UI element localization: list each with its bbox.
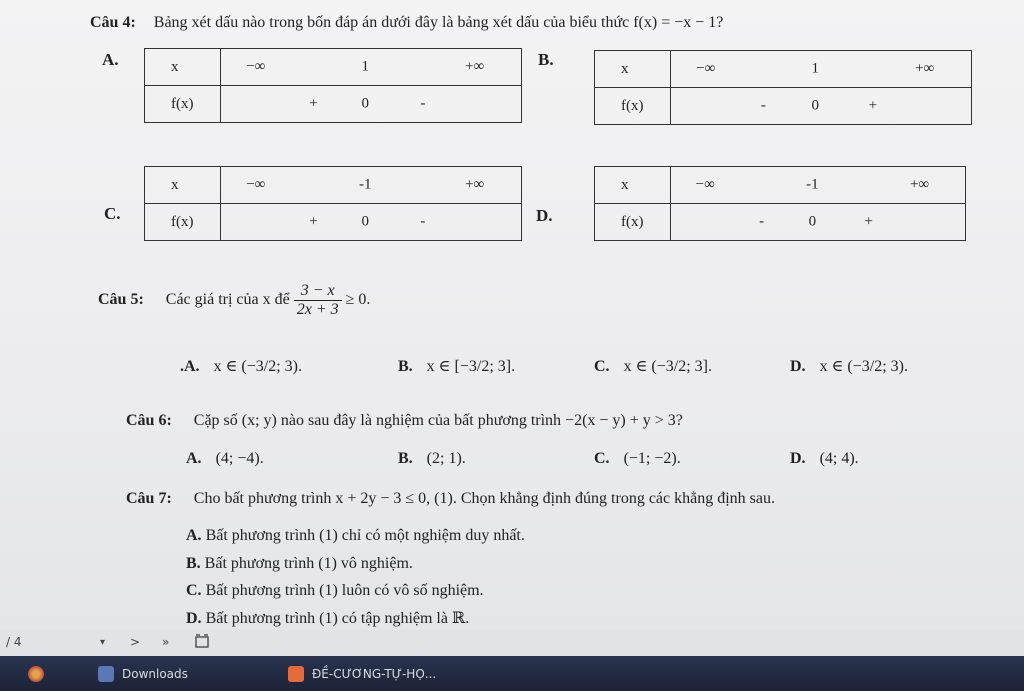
x-value: -1	[806, 176, 819, 193]
fx-label: f(x)	[145, 204, 221, 241]
x-label: x	[145, 49, 221, 86]
x-value: +∞	[909, 176, 930, 193]
q4-option-c-letter: C.	[104, 204, 121, 223]
x-label: x	[595, 167, 671, 204]
document-task[interactable]: ĐỀ-CƯƠNG-TỰ-HỌ...	[288, 656, 436, 691]
sign-table-a	[144, 48, 522, 123]
x-value: −∞	[696, 60, 716, 77]
chevron-down-icon[interactable]: ▾	[100, 637, 106, 648]
sign-value: +	[868, 97, 878, 114]
page-count: / 4	[6, 635, 22, 649]
q6-option-a: A. (4; −4).	[186, 450, 264, 467]
sign-value: 0	[808, 213, 817, 230]
q6-option-c: C. (−1; −2).	[594, 450, 681, 467]
sign-value: 0	[361, 95, 369, 112]
sign-table-c	[144, 166, 522, 241]
sign-value: +	[309, 213, 318, 230]
q7-title: Câu 7: Cho bất phương trình x + 2y − 3 ≤ 0, (1). Chọn khẳng định đúng trong các khẳng định sau.	[126, 490, 776, 507]
x-value: +∞	[465, 176, 485, 193]
q5-option-a: .A. x ∈ (−3/2; 3).	[180, 358, 302, 375]
q4-option-b-letter: B.	[538, 50, 554, 69]
chevron-right-icon[interactable]: >	[130, 635, 141, 649]
sign-value: -	[759, 213, 765, 230]
sign-value: +	[864, 213, 873, 230]
taskbar	[0, 656, 1024, 691]
q7-option-b: B. Bất phương trình (1) vô nghiệm.	[186, 555, 413, 572]
q5-title: Câu 5: Các giá trị của x để $\frac{3 - x}{2x + 3}$ ≥ 0.	[98, 282, 371, 318]
q5-option-c: C. x ∈ (−3/2; 3].	[594, 358, 712, 375]
x-value: −∞	[246, 176, 266, 193]
pdf-toolbar	[0, 630, 1024, 656]
sign-value: +	[309, 95, 318, 112]
q5-fraction: $\frac{3 - x}{2x + 3}$	[294, 282, 342, 318]
x-value: −∞	[695, 176, 715, 193]
sign-value: 0	[361, 213, 369, 230]
x-value: +∞	[915, 60, 935, 77]
x-label: x	[145, 167, 221, 204]
sign-value: -	[420, 213, 426, 230]
q7-option-c: C. Bất phương trình (1) luôn có vô số nghiệm.	[186, 582, 484, 599]
sign-value: -	[760, 97, 766, 114]
x-value: −∞	[246, 58, 266, 75]
x-value: -1	[358, 176, 372, 193]
x-value: 1	[811, 60, 819, 77]
fx-label: f(x)	[145, 86, 221, 123]
q5-option-b: B. x ∈ [−3/2; 3].	[398, 358, 516, 375]
q4-title: Câu 4: Bảng xét dấu nào trong bốn đáp án dưới đây là bảng xét dấu của biểu thức f(x) = −x − 1?	[90, 14, 724, 31]
double-chevron-right-icon[interactable]: »	[162, 635, 170, 649]
q6-option-b: B. (2; 1).	[398, 450, 466, 467]
q7-option-a: A. Bất phương trình (1) chỉ có một nghiệm duy nhất.	[186, 527, 525, 544]
q4-option-a-letter: A.	[102, 50, 119, 69]
sign-table-b	[594, 50, 972, 125]
document-icon	[288, 666, 304, 682]
downloads-task[interactable]: Downloads	[98, 656, 188, 691]
sign-value: -	[420, 95, 426, 112]
browser-icon[interactable]	[28, 656, 52, 691]
x-label: x	[595, 51, 671, 88]
download-icon	[98, 666, 114, 682]
q5-option-d: D. x ∈ (−3/2; 3).	[790, 358, 908, 375]
q6-title: Câu 6: Cặp số (x; y) nào sau đây là nghiệm của bất phương trình −2(x − y) + y > 3?	[126, 412, 683, 429]
x-value: +∞	[465, 58, 485, 75]
q7-option-d: D. Bất phương trình (1) có tập nghiệm là ℝ.	[186, 610, 470, 627]
fx-label: f(x)	[595, 204, 671, 241]
sign-value: 0	[811, 97, 819, 114]
q4-option-d-letter: D.	[536, 206, 553, 225]
x-value: 1	[361, 58, 369, 75]
fx-label: f(x)	[595, 88, 671, 125]
q6-option-d: D. (4; 4).	[790, 450, 859, 467]
sign-table-d	[594, 166, 966, 241]
page-fit-icon[interactable]	[194, 633, 210, 652]
